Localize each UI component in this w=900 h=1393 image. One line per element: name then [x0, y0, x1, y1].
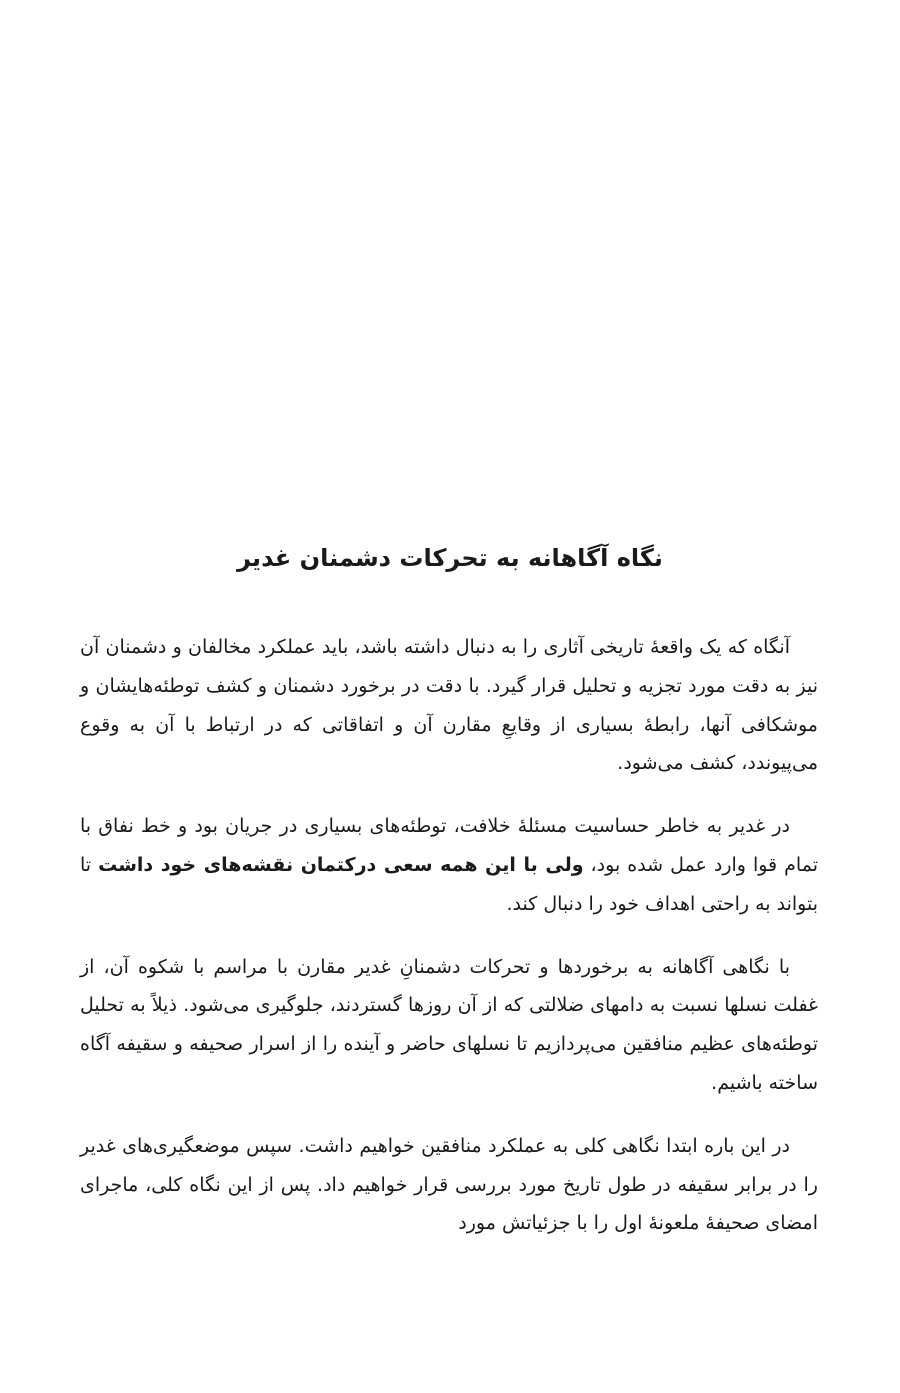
paragraph-text-after: تا بتواند به راحتی اهداف خود را دنبال کند. — [80, 853, 818, 915]
paragraph-3 — [80, 948, 818, 1103]
paragraph-bold-text: ولی با این همه سعی درکتمان نقشه‌های خود داشت — [98, 853, 584, 876]
paragraph-4 — [80, 1127, 818, 1243]
paragraph-2 — [80, 807, 818, 923]
paragraph-text: آنگاه که یک واقعهٔ تاریخی آثاری را به دنبال داشته باشد، باید عملکرد مخالفان و دشمنان آن نیز به دقت مورد تجزیه و تحلیل قرار گیرد. با دقت در برخورد دشمنان و کشف توطئه‌هایشان و موشکافی آنها، رابطهٔ بسیاری از وقایعِ مقارن آن و اتفاقاتی که در ارتباط با آن به وقوع می‌پیوندد، کشف می‌شود. — [80, 636, 818, 775]
paragraph-1 — [80, 628, 818, 783]
paragraph-text: با نگاهی آگاهانه به برخوردها و تحرکات دشمنانِ غدیر مقارن با مراسم با شکوه آن، از غفلت نسلها نسبت به دامهای ضلالتی که از آن روزها گستردند، جلوگیری می‌شود. ذیلاً به تحلیل توطئه‌های عظیم منافقین می‌پردازیم تا نسلهای حاضر و آینده را از اسرار صحیفه و سقیفه آگاه ساخته باشیم. — [80, 955, 818, 1094]
body-text — [80, 628, 818, 1243]
section-title: نگاه آگاهانه به تحرکات دشمنان غدیر — [237, 544, 663, 572]
paragraph-text: در غدیر به خاطر حساسیت مسئلهٔ خلافت، توطئه‌های بسیاری در جریان بود و خط نفاق با تمام قوا وارد عمل شده بود، — [80, 815, 818, 876]
paragraph-text: در این باره ابتدا نگاهی کلی به عملکرد منافقین خواهیم داشت. سپس موضعگیری‌های غدیر را در برابر سقیفه در طول تاریخ مورد بررسی قرار خواهیم داد. پس از این نگاه کلی، ماجرای امضای صحیفهٔ ملعونهٔ اول را با جزئیاتش مورد — [80, 1134, 818, 1235]
